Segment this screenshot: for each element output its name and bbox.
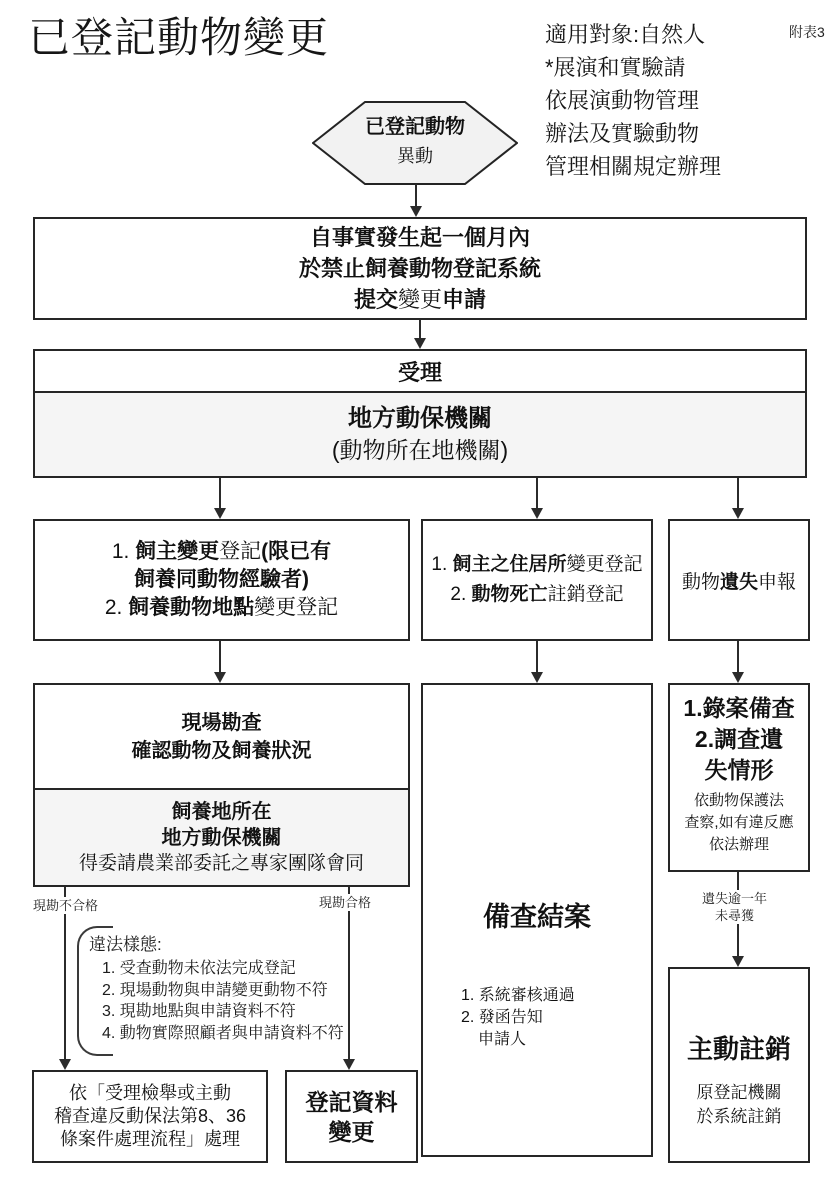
site-check-top: [35, 685, 408, 788]
filed-case-item: 2. 發函告知: [461, 1009, 543, 1026]
filed-case-title: 備查結案: [483, 902, 591, 932]
connector-line: [737, 478, 739, 510]
record-sub-line: 依法辦理: [708, 836, 769, 853]
filed-case-item: 申請人: [478, 1031, 527, 1048]
record-bold-line: 1.錄案備查: [683, 695, 795, 721]
violation-item: 4. 動物實際照顧者與申請資料不符: [102, 1024, 344, 1042]
submit-line1: 自事實發生起一個月內: [309, 225, 530, 250]
owner-line2: 飼養同動物經驗者): [134, 568, 309, 591]
note-line: *展演和實驗請: [545, 55, 686, 80]
filed-case-box: [421, 683, 653, 1157]
record-bold-line: 失情形: [704, 757, 774, 783]
site-agency-line2: 地方動保機關: [161, 826, 282, 849]
site-check-line1: 現場勘查: [181, 711, 262, 734]
regchange-line2: 變更: [328, 1118, 375, 1145]
connector-arrowhead: [531, 508, 543, 519]
violation-heading: 違法樣態:: [89, 935, 162, 954]
branch-residence-death-box: [421, 519, 653, 641]
accept-box: [33, 349, 807, 393]
filed-case-item: 1. 系統審核通過: [461, 987, 575, 1004]
note-line: 辦法及實驗動物: [545, 121, 700, 146]
connector-line: [219, 478, 221, 510]
page-title: 已登記動物變更: [28, 14, 330, 61]
branch-lost-report-box: [668, 519, 810, 641]
connector-line: [219, 641, 221, 674]
lost-duration-line2: 未尋獲: [715, 908, 755, 923]
illegal-line1: 依「受理檢舉或主動: [69, 1083, 231, 1103]
record-bold-line: 2.調查遺: [694, 726, 784, 752]
connector-arrowhead: [414, 338, 426, 349]
site-check-box: [33, 683, 410, 887]
connector-arrowhead: [732, 508, 744, 519]
connector-line: [415, 184, 417, 207]
connector-line: [419, 320, 421, 339]
record-sub-line: 依動物保護法: [693, 792, 784, 809]
regchange-line1: 登記資料: [305, 1088, 398, 1115]
self-cancel-sub2: 於系統註銷: [696, 1107, 782, 1126]
applicability-note: [545, 18, 787, 183]
violation-item: 1. 受查動物未依法完成登記: [102, 960, 296, 977]
appendix-label: 附表3: [789, 24, 825, 40]
lost-line1: 動物遺失申報: [681, 571, 797, 593]
lost-duration-line1: 遺失逾一年: [702, 891, 768, 906]
note-line: 依展演動物管理: [545, 88, 700, 113]
self-cancel-box: [668, 967, 810, 1163]
registration-change-box: [285, 1070, 418, 1163]
record-investigate-box: [668, 683, 810, 872]
hexagon-line2: 異動: [397, 146, 433, 166]
agency-line2: (動物所在地機關): [331, 437, 509, 463]
residence-line1: 1. 飼主之住居所變更登記: [431, 554, 643, 575]
connector-arrowhead: [410, 206, 422, 217]
connector-line: [737, 641, 739, 674]
connector-arrowhead: [531, 672, 543, 683]
connector-arrowhead: [732, 956, 744, 967]
violation-item: 3. 現勘地點與申請資料不符: [102, 1003, 296, 1020]
connector-arrowhead: [732, 672, 744, 683]
submit-application-box: [33, 217, 807, 320]
connector-arrowhead: [59, 1059, 71, 1070]
note-line: 適用對象:自然人: [545, 22, 706, 47]
submit-line3: 提交變更申請: [353, 287, 487, 312]
hexagon-line1: 已登記動物: [365, 116, 465, 138]
edge-label-lost-duration: [700, 890, 769, 924]
connector-line: [536, 641, 538, 674]
edge-label-pass: 現勘合格: [319, 895, 372, 910]
site-agency-line1: 飼養地所在: [171, 800, 272, 823]
owner-line1: 1. 飼主變更登記(限已有: [111, 540, 332, 563]
connector-arrowhead: [214, 672, 226, 683]
agency-line1: 地方動保機關: [348, 405, 492, 432]
residence-line2: 2. 動物死亡註銷登記: [450, 584, 624, 605]
illegal-line2: 稽查違反動保法第8、36: [53, 1106, 247, 1126]
owner-line3: 2. 飼養動物地點變更登記: [104, 596, 339, 619]
accept-label: 受理: [397, 359, 442, 385]
edge-label-fail: 現勘不合格: [33, 898, 99, 913]
agency-box: [33, 391, 807, 478]
site-check-line2: 確認動物及飼養狀況: [131, 739, 312, 762]
record-sub-line: 查察,如有違反應: [684, 814, 794, 831]
self-cancel-sub1: 原登記機關: [696, 1083, 782, 1102]
violation-note: [89, 933, 389, 1044]
note-line: 管理相關規定辦理: [545, 154, 722, 179]
self-cancel-title: 主動註銷: [686, 1034, 791, 1064]
connector-arrowhead: [343, 1059, 355, 1070]
violation-item: 2. 現場動物與申請變更動物不符: [102, 981, 328, 999]
connector-line: [536, 478, 538, 510]
illegal-process-box: [32, 1070, 268, 1163]
connector-arrowhead: [214, 508, 226, 519]
submit-line2: 於禁止飼養動物登記系統: [298, 256, 541, 281]
site-agency-line3: 得委請農業部委託之專家團隊會同: [78, 852, 364, 874]
start-hexagon-label: [312, 114, 518, 169]
branch-owner-change-box: [33, 519, 410, 641]
illegal-line3: 條案件處理流程」處理: [60, 1129, 240, 1149]
site-check-agency: [35, 788, 408, 885]
filed-case-items: [461, 985, 575, 1051]
